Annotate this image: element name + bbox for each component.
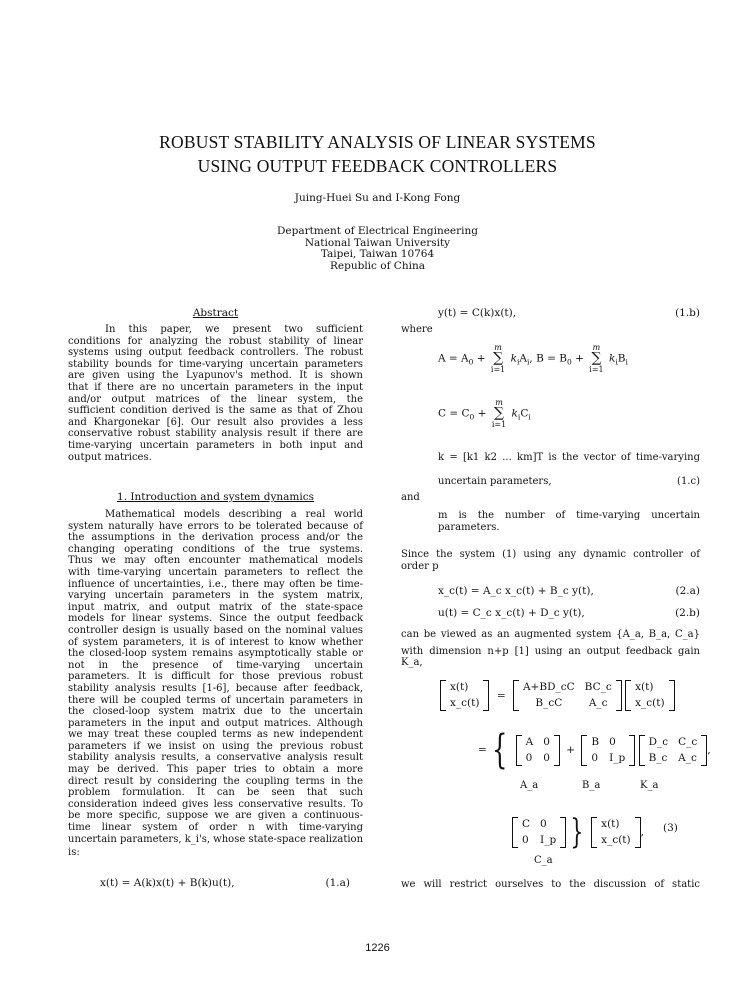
text-line: problem formulation. It can be seen that such [68,787,363,799]
text-line: changing operating conditions of the true systems. [68,543,363,555]
equation-2a [438,585,700,597]
matrix-cell: x_c(t) [601,833,631,846]
equation-label: (1.c) [677,476,700,487]
eq-text: + [477,407,487,420]
eq-sub: i [615,357,618,367]
sigma-icon: ∑ [494,405,504,421]
matrix-cell: B_cC [535,697,563,709]
text-line: conservative robust stability analysis result if there are [68,428,363,440]
matrix-cell: I_p [540,833,557,846]
eq-sub: i [517,412,521,422]
text-line: In this paper, we present two sufficient [105,324,363,335]
matrix-cell: x(t) [450,681,469,693]
equation-3-line2: = { A 0 0 0 + B 0 0 I_p D_c C_c B_c A_c , [478,727,711,773]
text-line: is: [68,847,80,859]
text-line: systems using output feedback controllers. The robust [68,347,363,359]
text-line: uncertain parameters, [438,476,552,487]
eq-text: A = A [438,352,469,365]
matrix-cell: I_p [609,751,626,764]
equation-label: (2.a) [675,585,700,597]
text-line: the closed-loop system matrix due to the uncertain [68,706,363,718]
text-line: not in the presence of time-varying uncertain [68,659,363,671]
sigma-icon: ∑ [591,350,602,366]
text-line: order p [401,560,439,572]
k-definition-cont [438,476,700,487]
matrix-cell: A [525,735,534,748]
text-line: be more specific, suppose we are given a continuous- [68,810,363,822]
k-definition [438,452,700,464]
text-line: parameters in the input and output matrices. Although [68,717,363,729]
equation-1a [100,877,350,889]
equation-3-line3: C 0 0 I_p } x(t) x_c(t) , [512,812,644,852]
eq-text: + [575,352,584,365]
sum-upper: m [495,398,503,407]
label-Ba: B_a [582,780,601,791]
text-line: uncertain parameters, k_i's, whose state-space realization [68,833,364,845]
text-line: may be derived. This paper tries to obtain a more [68,764,363,776]
matrix-cell: 0 [543,751,550,764]
matrix-Ca [512,817,566,848]
eq-text: C = C [438,407,470,420]
text-line: we may treat these coupled terms as new independent [68,729,363,741]
matrix-cell: x_c(t) [450,697,480,709]
text-line: Mathematical models describing a real world [105,509,363,520]
section-heading: 1. Introduction and system dynamics [117,491,314,503]
sum-lower: i=1 [490,365,506,374]
text-line: that if there are no uncertain parameters in the input [68,381,363,393]
matrix-Aa [516,735,560,766]
matrix-cell: B [591,735,600,748]
left-brace-icon: { [491,727,508,773]
matrix-cell: A_c [588,697,608,709]
eq-sub: i [625,357,628,367]
matrix-state [591,817,640,848]
matrix-cell: D_c [648,735,669,748]
eq-sub: 0 [468,357,474,367]
summation [491,342,505,375]
matrix-state [625,680,674,711]
equation-label: (1.a) [325,877,350,889]
matrix-cell: A+BD_cC [522,681,575,693]
eq-text: k [608,352,616,365]
matrix-Ka [639,735,708,766]
text-line: influence of uncertainties, i.e., there may often be time- [68,578,363,590]
text-line: Thus we may often encounter mathematical models [68,555,363,567]
sum-upper: m [592,343,601,352]
label-Aa: A_a [520,780,539,791]
text-line: parameters if we insist on using the previous robust [68,740,363,752]
eq-text: + [476,352,486,365]
where-text: where [401,324,433,335]
equation-body: x_c(t) = A_c x_c(t) + B_c y(t), [438,585,594,597]
eq-text: , B = B [529,352,567,365]
text-line: controller design is usually based on the nominal values [68,624,363,636]
summation [492,397,506,430]
matrix-cell: 0 [609,735,616,748]
page-number: 1226 [365,942,390,954]
text-line: stability analysis results, a conservative analysis result [68,752,363,764]
text-line: conditions for analyzing the robust stability of linear [68,335,363,347]
text-line: models for linear systems. Since the output feedback [68,613,363,625]
equation-body: u(t) = C_c x_c(t) + D_c y(t), [438,607,585,619]
text-line: and/or output matrices of the linear system, the [68,393,363,405]
text-line: can be viewed as an augmented system {A_a, B_a, C_a} [401,629,700,640]
eq-text: A [519,352,527,365]
eq-text: k [510,352,517,365]
equation-body: y(t) = C(k)x(t), [438,307,517,319]
text-line: Since the system (1) using any dynamic controller of [401,549,700,560]
matrix-cell: 0 [543,735,550,748]
matrix-cell: x(t) [635,681,654,693]
matrix-cell: 0 [522,833,529,846]
text-line: there will be coupled terms of uncertain parameters in [68,694,363,706]
matrix-cell: A_c [678,751,697,764]
affiliation-line: Republic of China [330,259,425,272]
matrix-cell: B_c [648,751,668,764]
m-definition [438,510,700,533]
paper-title-line-2: USING OUTPUT FEEDBACK CONTROLLERS [197,156,558,176]
matrix-cell: x(t) [601,817,620,830]
equation-3-label: (3) [663,822,678,834]
label-Ka: K_a [640,780,659,791]
text-line: parameters. It is difficult for those previous robust [68,671,363,683]
affiliation-line: Department of Electrical Engineering [277,225,478,237]
eq-text: k [511,407,518,420]
matrix-cell: C_c [678,735,698,748]
equation-1b [438,307,700,319]
affiliation-line: Taipei, Taiwan 10764 [320,248,435,260]
sum-lower: i=1 [589,365,604,374]
abstract-body [68,324,363,463]
text-line: we will restrict ourselves to the discussion of static [401,879,700,890]
text-line: direct result by considering the coupling terms in the [68,775,363,787]
equation-2b [438,607,700,619]
matrix-closed-loop [513,680,622,711]
authors: Juing-Huei Su and I-Kong Fong [294,192,461,204]
eq-sub: i [527,357,530,367]
summation [589,342,603,375]
augmented-paragraph [401,629,700,669]
text-line: system naturally have errors to be tolerated because of [68,520,363,532]
text-line: stability analysis results [1-6], because after feedback, [68,682,363,694]
sum-upper: m [494,343,502,352]
text-line: consideration indeed gives less conservative results. To [68,798,363,810]
label-Ca: C_a [534,855,553,866]
paper-title-line-1: ROBUST STABILITY ANALYSIS OF LINEAR SYSTEMS [159,132,596,152]
final-line [401,879,700,891]
equation-label: (1.b) [675,307,700,319]
text-line: sufficient condition derived is the same as that of Zhou [68,405,363,417]
right-brace-icon: } [570,812,584,852]
sum-lower: i=1 [491,420,507,429]
text-line: m is the number of time-varying uncertain [438,510,700,521]
matrix-cell: x_c(t) [635,697,665,709]
affiliation-line: National Taiwan University [304,236,451,249]
text-line: time-varying uncertain parameters in both input and [68,439,363,451]
eq-text: C [520,407,529,420]
since-paragraph [401,549,700,572]
sigma-icon: ∑ [493,350,504,366]
text-line: are given using the Lyapunov's method. It is shown [68,370,363,382]
abstract-heading: Abstract [192,307,239,319]
text-line: the closed-loop system remains asymptotically stable or [68,648,363,660]
matrix-cell: 0 [540,817,547,830]
text-line: output matrices. [68,451,152,463]
eq-sub: i [528,412,531,422]
eq-sub: 0 [469,412,475,422]
text-line: time linear system of order n with time-varying [68,822,363,834]
matrix-cell: 0 [591,751,599,764]
text-line: k = [k1 k2 ... km]T is the vector of time-varying [438,452,700,463]
text-line: with dimension n+p [1] using an output feedback gain [401,645,700,657]
text-line: parameters. [438,521,500,533]
matrix-cell: C [522,817,531,830]
eq-sub: i [517,357,520,367]
eq-text: B [617,352,626,365]
equation-body: x(t) = A(k)x(t) + B(k)u(t), [100,877,235,889]
text-line: varying uncertain parameters in the system matrix, [68,590,363,602]
equation-label: (2.b) [675,607,700,619]
text-line: the assumptions in the derivation process and/or the [68,532,363,544]
text-line: with time-varying uncertain parameters to reflect the [68,566,363,578]
matrix-cell: BC_c [584,681,612,693]
text-line: and Khargonekar [6]. Our result also provides a less [68,416,363,428]
equation-C-def [438,397,531,430]
section-1-body [68,509,363,859]
matrix-cell: 0 [525,751,533,764]
and-text: and [401,492,420,503]
matrix-Ba [581,735,635,766]
text-line: input matrix, and output matrix of the state-space [68,601,363,613]
text-line: stability bounds for time-varying uncertain parameters [68,358,363,370]
eq-sub: 0 [567,357,572,367]
text-line: K_a, [401,657,423,669]
equation-3-line1: x(t) x_c(t) = A+BD_cC BC_c B_cC A_c x(t) x_c(t) [440,680,675,711]
text-line: of system parameters, it is of interest to know whether [68,636,363,648]
equation-A-B-def [438,342,628,375]
matrix-lhs [440,680,489,711]
